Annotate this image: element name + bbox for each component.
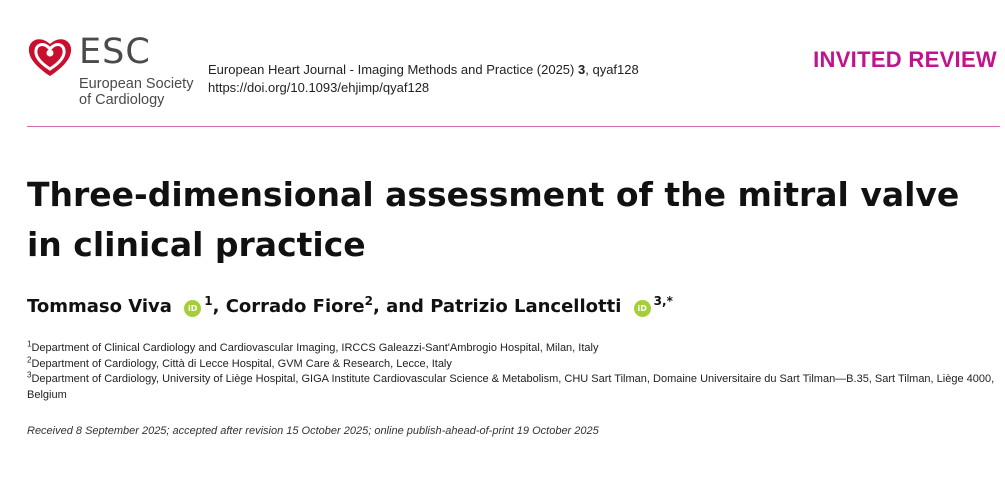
logo-subtitle-line1: European Society [79,76,194,92]
heart-icon [27,36,73,78]
author-separator: , [212,296,226,317]
affiliation-text: Department of Cardiology, University of Liège Hospital, GIGA Institute Cardiovascular Science & Metabolism, CHU Sart Tilman, Domaine Universitaire du Sart Tilman—B.35, Sart Tilman, Liège 4000, Belgium [27,373,995,401]
logo-subtitle-line2: of Cardiology [79,92,165,108]
journal-article-id: , qyaf128 [585,62,639,77]
affiliation-text: Department of Cardiology, Città di Lecce Hospital, GVM Care & Research, Lecce, Italy [31,357,452,370]
author-list [27,294,673,320]
affiliation-number: 1 [27,339,32,349]
affiliation-list [27,341,997,403]
author-separator: , and [372,296,431,317]
affiliation-item [27,341,997,357]
author-name[interactable]: Tommaso Viva [27,296,172,317]
orcid-icon[interactable]: iD [184,300,201,317]
author-affiliation-mark: 1 [204,294,213,308]
article-title: Three-dimensional assessment of the mitral valve in clinical practice [27,175,960,264]
affiliation-text: Department of Clinical Cardiology and Cardiovascular Imaging, IRCCS Galeazzi-Sant'Ambrogio Hospital, Milan, Italy [31,342,599,354]
journal-volume: 3 [578,62,586,77]
affiliation-item [27,354,997,373]
doi-link[interactable]: https://doi.org/10.1093/ehjimp/qyaf128 [208,80,430,95]
publication-dates: Received 8 September 2025; accepted after revision 15 October 2025; online publish-ahead-of-print 19 October 2025 [27,425,599,437]
article-type-label: INVITED REVIEW [813,47,997,72]
affiliation-number: 2 [27,354,32,364]
esc-logo [27,32,202,114]
orcid-icon[interactable]: iD [634,300,651,317]
journal-line [208,61,639,79]
author-name[interactable]: Patrizio Lancellotti [430,296,622,317]
logo-wordmark: ESC [79,32,151,72]
journal-name: European Heart Journal - Imaging Methods and Practice (2025) [208,62,575,77]
journal-citation [208,61,639,97]
header-divider [27,126,1000,127]
affiliation-item [27,372,997,403]
author-affiliation-mark: 2 [364,294,373,308]
author-affiliation-mark: 3,* [653,294,673,308]
author-name[interactable]: Corrado Fiore [225,296,365,317]
logo-subtitle [79,76,193,108]
affiliation-number: 3 [27,370,32,380]
